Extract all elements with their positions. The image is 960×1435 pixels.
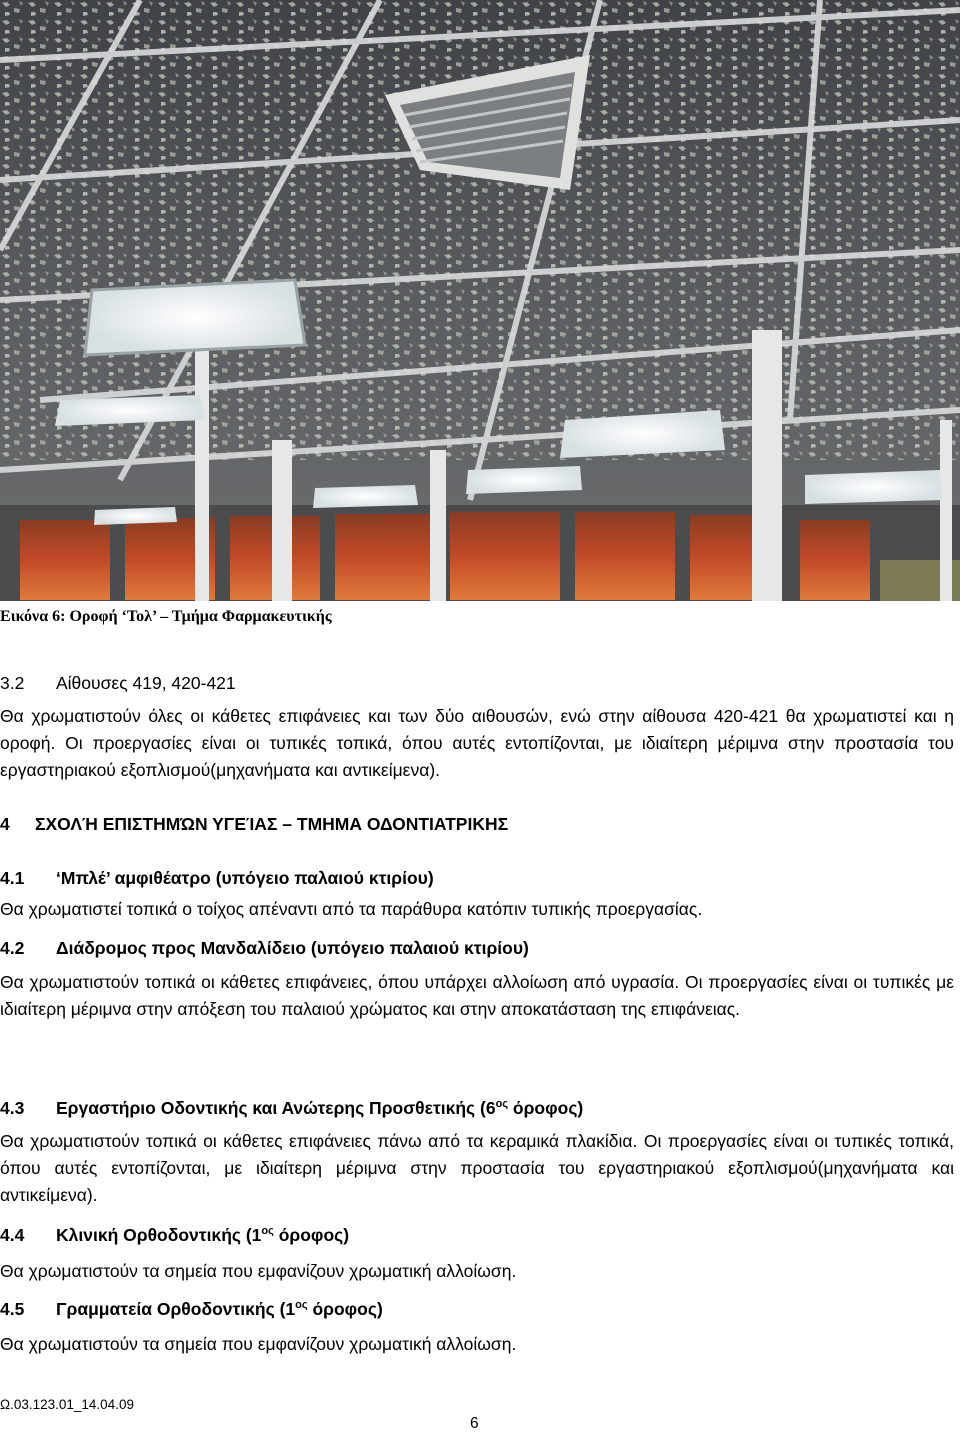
section-4-1-body: Θα χρωματιστεί τοπικά ο τοίχος απέναντι από τα παράθυρα κατόπιν τυπικής προεργασίας. — [0, 899, 703, 919]
section-4-5-number: 4.5 — [0, 1299, 25, 1319]
section-4-3-number: 4.3 — [0, 1098, 25, 1118]
section-4-1-title: ‘Μπλέ’ αμφιθέατρο (υπόγειο παλαιού κτιρίου) — [56, 868, 434, 888]
section-4-4-body: Θα χρωματιστούν τα σημεία που εμφανίζουν χρωματική αλλοίωση. — [0, 1261, 517, 1281]
section-3-2-body: Θα χρωματιστούν όλες οι κάθετες επιφάνειες και των δύο αιθουσών, ενώ στην αίθουσα 420-421 θα χρωματιστεί και η οροφή. Οι προεργασίες είναι οι τυπικές τοπικά, όπου αυτές εντοπίζονται, με ιδιαίτερη μέριμνα στην προστασία του εργαστηριακού εξοπλισμού(μηχανήματα και αντικείμενα). — [0, 706, 954, 780]
section-4-heading — [0, 811, 508, 838]
section-4-5-title: Γραμματεία Ορθοδοντικής ($1^{o\varsigma}$ όροφος) — [56, 1299, 383, 1319]
section-4-5-heading — [0, 1296, 383, 1323]
section-4-title: ΣΧΟΛΉ ΕΠΙΣΤΗΜΏΝ ΥΓΕΊΑΣ – ΤΜΗΜΑ ΟΔΟΝΤΙΑΤΡΙΚΗΣ — [35, 814, 509, 834]
section-4-3-title: Εργαστήριο Οδοντικής και Ανώτερης Προσθετικής ($6^{o\varsigma}$ όροφος) — [56, 1098, 584, 1118]
section-4-5-body: Θα χρωματιστούν τα σημεία που εμφανίζουν χρωματική αλλοίωση. — [0, 1334, 517, 1354]
section-4-4-heading — [0, 1222, 349, 1249]
document-code: Ω.03.123.01_14.04.09 — [0, 1397, 134, 1412]
section-4-number: 4 — [0, 814, 10, 834]
section-3-2-heading — [0, 670, 236, 697]
section-4-2-title: Διάδρομος προς Μανδαλίδειο (υπόγειο παλαιού κτιρίου) — [56, 938, 529, 958]
section-4-1-heading — [0, 865, 434, 892]
page-number: 6 — [470, 1415, 479, 1432]
section-4-1-number: 4.1 — [0, 868, 25, 888]
section-4-2-body: Θα χρωματιστούν τοπικά οι κάθετες επιφάνειες, όπου υπάρχει αλλοίωση από υγρασία. Οι προεργασίες είναι οι τυπικές με ιδιαίτερη μέριμνα στην απόξεση του παλαιού χρώματος και στην αποκατάσταση της επιφάνειας. — [0, 972, 954, 1019]
section-4-3-heading — [0, 1095, 583, 1122]
figure-caption: Εικόνα 6: Οροφή ‘Τολ’ – Τμήμα Φαρμακευτικής — [0, 608, 332, 625]
section-4-4-number: 4.4 — [0, 1225, 25, 1245]
section-4-4-title: Κλινική Ορθοδοντικής ($1^{o\varsigma}$ όροφος) — [56, 1225, 350, 1245]
section-4-3-body: Θα χρωματιστούν τοπικά οι κάθετες επιφάνειες πάνω από τα κεραμικά πλακίδια. Οι προεργασίες είναι οι τυπικές τοπικά, όπου αυτές εντοπίζονται, με ιδιαίτερη μέριμνα στην προστασία του εργαστηριακού εξοπλισμού(μηχανήματα και αντικείμενα). — [0, 1131, 954, 1205]
ceiling-photo — [0, 0, 960, 601]
section-3-2-number: 3.2 — [0, 673, 25, 693]
section-4-2-number: 4.2 — [0, 938, 25, 958]
section-4-2-heading — [0, 935, 529, 962]
section-3-2-title: Αίθουσες 419, 420-421 — [56, 673, 236, 693]
